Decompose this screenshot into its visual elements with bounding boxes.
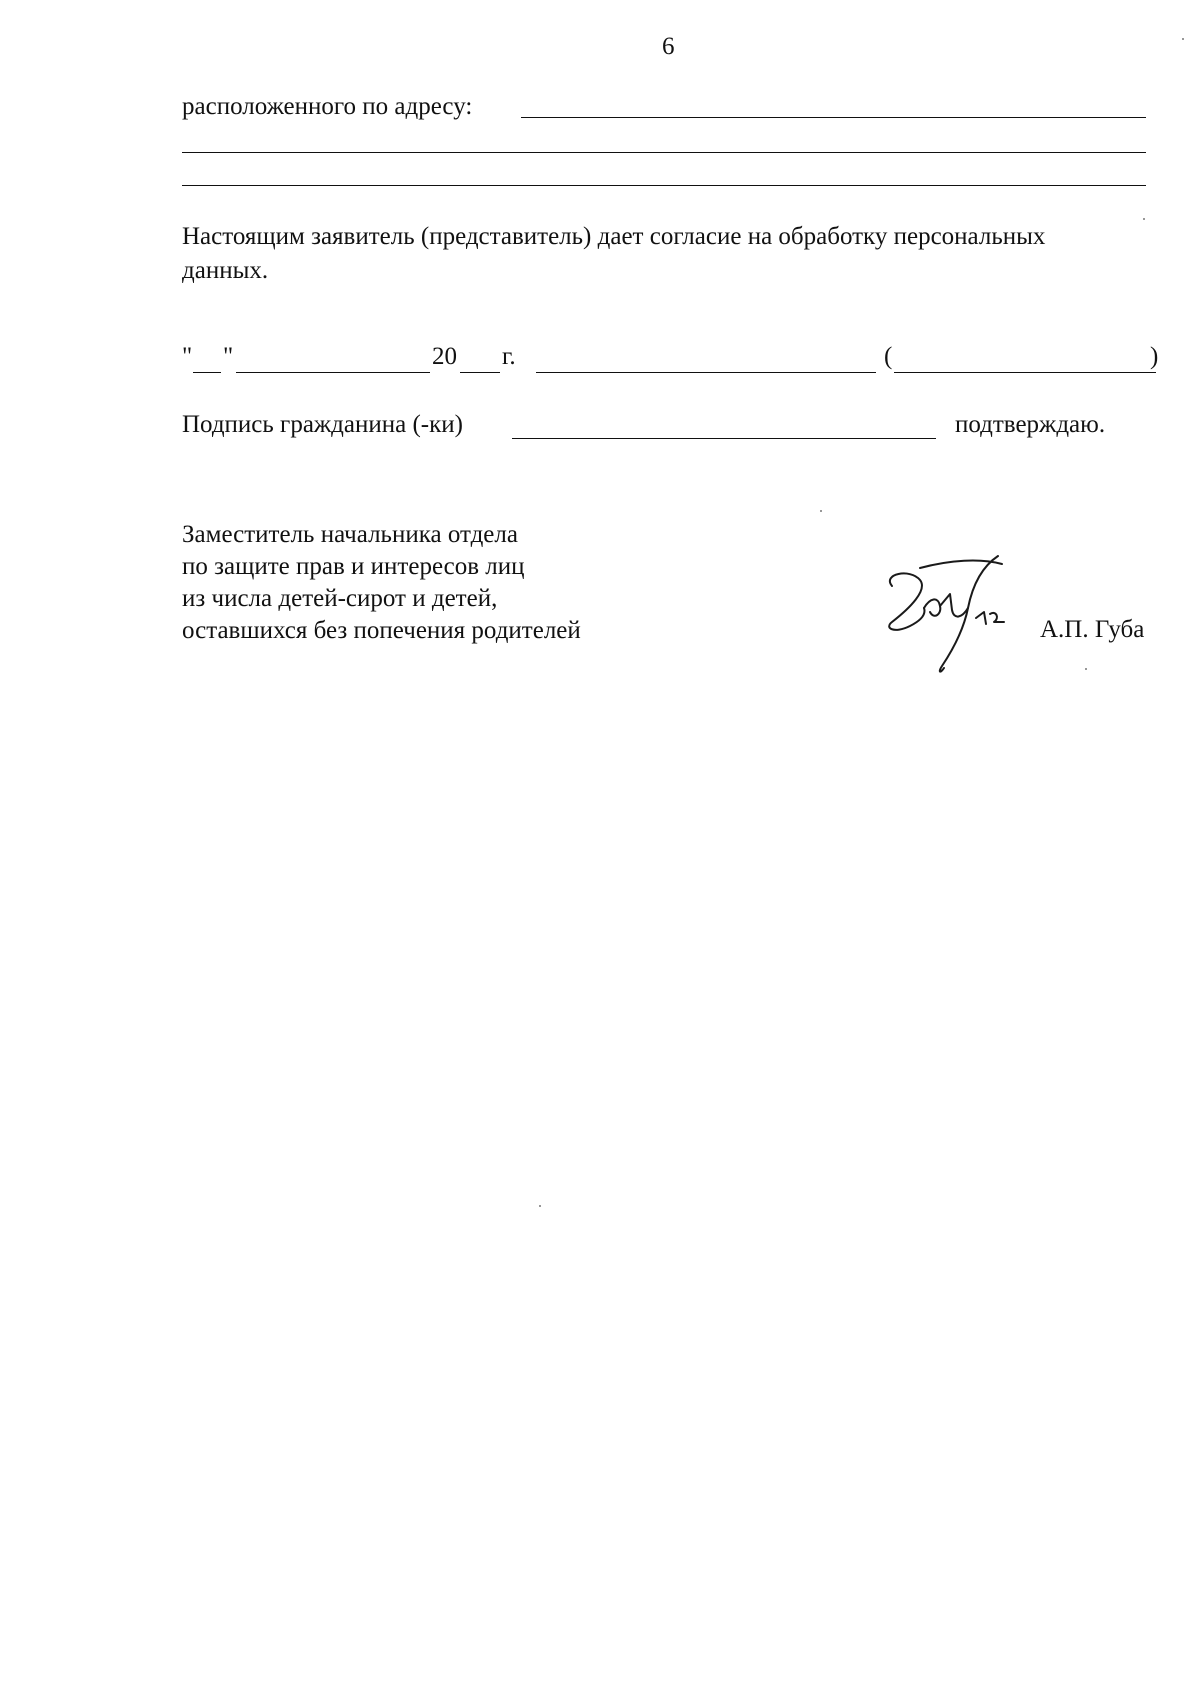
name-paren-open: ( <box>884 343 893 370</box>
signatory-title-line-3: из числа детей-сирот и детей, <box>182 585 498 612</box>
consent-text-line-1: Настоящим заявитель (представитель) дает согласие на обработку персональных <box>182 223 1046 250</box>
address-blank-line-1 <box>521 117 1146 118</box>
scan-speck <box>820 510 822 512</box>
scan-speck <box>539 1205 541 1207</box>
citizen-signature-confirm: подтверждаю. <box>955 411 1106 438</box>
date-year-blank <box>460 372 500 373</box>
signatory-title-line-1: Заместитель начальника отдела <box>182 521 518 548</box>
date-year-suffix: г. <box>502 343 516 370</box>
signatory-title-line-2: по защите прав и интересов лиц <box>182 553 525 580</box>
date-quote-open: " <box>182 343 193 370</box>
address-label: расположенного по адресу: <box>182 93 473 120</box>
date-quote-close: " <box>223 343 234 370</box>
signatory-name: А.П. Губа <box>1040 616 1145 643</box>
signature-blank <box>536 372 876 373</box>
scan-speck <box>1085 668 1087 670</box>
citizen-signature-blank <box>512 438 936 439</box>
signatory-title-line-4: оставшихся без попечения родителей <box>182 617 581 644</box>
handwritten-signature <box>880 548 1030 683</box>
address-blank-line-2 <box>182 152 1146 153</box>
name-paren-close: ) <box>1150 343 1159 370</box>
address-blank-line-3 <box>182 185 1146 186</box>
date-day-blank <box>193 372 221 373</box>
page-number: 6 <box>662 33 675 60</box>
scan-speck <box>1143 218 1145 220</box>
scan-speck <box>1182 38 1184 40</box>
consent-text-line-2: данных. <box>182 257 269 284</box>
date-year-prefix: 20 <box>432 343 457 370</box>
citizen-signature-label: Подпись гражданина (-ки) <box>182 411 463 438</box>
date-month-blank <box>236 372 430 373</box>
name-blank <box>894 372 1156 373</box>
